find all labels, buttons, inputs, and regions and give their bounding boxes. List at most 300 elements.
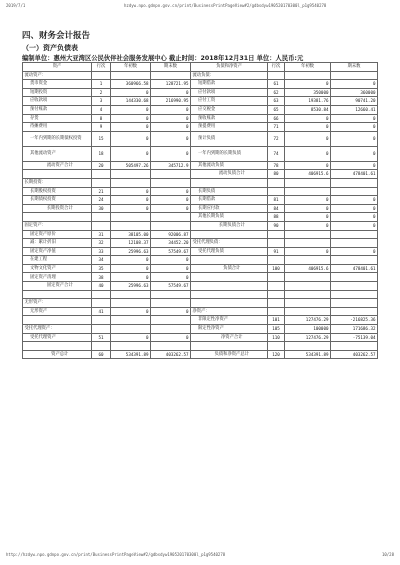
asset-begin-value: 0 — [111, 146, 151, 161]
asset-end-value: 92006.87 — [151, 230, 191, 239]
liability-line-no: 66 — [268, 114, 285, 123]
table-row — [23, 316, 378, 325]
asset-end-value: 403262.57 — [151, 350, 191, 359]
liability-line-no: 72 — [268, 131, 285, 146]
liability-end-value: 0 — [331, 161, 378, 170]
liability-label: 长期应付款 — [191, 204, 268, 213]
table-row — [23, 97, 378, 106]
liability-label — [191, 230, 268, 239]
asset-line-no: 15 — [92, 131, 111, 146]
liability-end-value: 0 — [331, 131, 378, 146]
table-row — [23, 350, 378, 359]
table-row — [23, 221, 378, 230]
asset-line-no: 30 — [92, 204, 111, 213]
asset-line-no: 20 — [92, 161, 111, 170]
table-row — [23, 146, 378, 161]
asset-label — [23, 213, 92, 222]
asset-end-value: 0 — [151, 146, 191, 161]
table-row — [23, 239, 378, 248]
asset-begin-value — [111, 299, 151, 308]
asset-line-no — [92, 178, 111, 187]
asset-begin-value — [111, 71, 151, 80]
liability-end-value: 0 — [331, 213, 378, 222]
liability-line-no: 78 — [268, 161, 285, 170]
asset-line-no: 4 — [92, 105, 111, 114]
liability-begin-value: 406915.6 — [285, 170, 331, 179]
asset-end-value: 0 — [151, 105, 191, 114]
liability-line-no: 88 — [268, 213, 285, 222]
asset-end-value: 0 — [151, 88, 191, 97]
liability-label: 流动负债合计 — [191, 170, 268, 179]
asset-end-value: 345712.9 — [151, 161, 191, 170]
table-row — [23, 256, 378, 265]
liability-line-no: 90 — [268, 221, 285, 230]
liability-begin-value — [285, 178, 331, 187]
asset-line-no: 21 — [92, 187, 111, 196]
liability-end-value — [331, 187, 378, 196]
header-line: 行次 — [92, 63, 111, 72]
asset-end-value: 0 — [151, 256, 191, 265]
liability-label: 长期负债合计 — [191, 221, 268, 230]
liability-begin-value: 0 — [285, 80, 331, 89]
section-title: 四、财务会计报告 — [22, 31, 91, 41]
table-row — [23, 80, 378, 89]
asset-line-no: 35 — [92, 264, 111, 273]
asset-begin-value: 534391.89 — [111, 350, 151, 359]
liability-end-value — [331, 282, 378, 291]
table-row — [23, 230, 378, 239]
asset-begin-value: 505497.26 — [111, 161, 151, 170]
liability-line-no: 101 — [268, 316, 285, 325]
table-row — [23, 333, 378, 342]
liability-label: 受托代理负债 — [191, 247, 268, 256]
asset-end-value: 0 — [151, 273, 191, 282]
asset-begin-value: 0 — [111, 123, 151, 132]
table-row — [23, 299, 378, 308]
asset-label: 受托代理资产： — [23, 325, 92, 334]
asset-label: 固定资产： — [23, 221, 92, 230]
asset-begin-value: 0 — [111, 333, 151, 342]
liability-line-no — [268, 273, 285, 282]
liability-line-no: 61 — [268, 80, 285, 89]
asset-begin-value: 360966.58 — [111, 80, 151, 89]
liability-label — [191, 178, 268, 187]
header-begin: 年初数 — [111, 63, 151, 72]
asset-line-no — [92, 342, 111, 351]
asset-line-no: 3 — [92, 97, 111, 106]
asset-label: 资产总计 — [23, 350, 92, 359]
asset-begin-value: 0 — [111, 196, 151, 205]
asset-begin-value — [111, 342, 151, 351]
liability-end-value — [331, 256, 378, 265]
asset-line-no: 24 — [92, 196, 111, 205]
liability-end-value: 12660.41 — [331, 105, 378, 114]
header-line-2: 行次 — [268, 63, 285, 72]
asset-label: 固定资产原价 — [23, 230, 92, 239]
liability-label — [191, 290, 268, 299]
liability-begin-value: 0 — [285, 131, 331, 146]
liability-label: 应交税金 — [191, 105, 268, 114]
asset-label: 长期投资： — [23, 178, 92, 187]
liability-line-no — [268, 71, 285, 80]
liability-line-no: 91 — [268, 247, 285, 256]
liability-line-no: 63 — [268, 97, 285, 106]
liability-label: 其他长期负债 — [191, 213, 268, 222]
liability-end-value: 0 — [331, 114, 378, 123]
asset-line-no: 51 — [92, 333, 111, 342]
liability-end-value: 0 — [331, 204, 378, 213]
liability-label: 负债合计 — [191, 264, 268, 273]
table-row — [23, 273, 378, 282]
asset-line-no: 18 — [92, 146, 111, 161]
asset-label: 长期投资合计 — [23, 204, 92, 213]
asset-label: 流动资产合计 — [23, 161, 92, 170]
table-row — [23, 196, 378, 205]
asset-end-value: 128721.95 — [151, 80, 191, 89]
table-row — [23, 114, 378, 123]
asset-label: 文物文化资产 — [23, 264, 92, 273]
asset-line-no — [92, 170, 111, 179]
liability-end-value: 0 — [331, 146, 378, 161]
asset-label — [23, 316, 92, 325]
asset-begin-value: 0 — [111, 105, 151, 114]
asset-label: 货币资金 — [23, 80, 92, 89]
liability-label: 应付款项 — [191, 88, 268, 97]
liability-begin-value: 0 — [285, 161, 331, 170]
asset-begin-value: 38105.00 — [111, 230, 151, 239]
liability-label: 受托代理负债： — [191, 239, 268, 248]
liability-line-no — [268, 299, 285, 308]
liability-begin-value — [285, 239, 331, 248]
liability-line-no — [268, 230, 285, 239]
asset-label: 短期投资 — [23, 88, 92, 97]
header-end-2: 期末数 — [331, 63, 378, 72]
liability-begin-value: 0 — [285, 221, 331, 230]
asset-end-value: 34452.20 — [151, 239, 191, 248]
liability-begin-value: 0 — [285, 196, 331, 205]
asset-end-value — [151, 316, 191, 325]
asset-end-value — [151, 299, 191, 308]
liability-end-value — [331, 230, 378, 239]
asset-begin-value: 0 — [111, 187, 151, 196]
liability-begin-value: 0 — [285, 247, 331, 256]
liability-line-no — [268, 282, 285, 291]
asset-end-value: 0 — [151, 131, 191, 146]
liability-begin-value: 100000 — [285, 325, 331, 334]
liability-begin-value — [285, 256, 331, 265]
liability-begin-value: 0 — [285, 213, 331, 222]
asset-label: 流动资产： — [23, 71, 92, 80]
footer-url: http://hzdyw.npo.gdnpo.gov.cn/print/BusinessPrintPageView#2/gdbsdyw190520170300l_p1g9540278 — [6, 552, 226, 557]
asset-end-value — [151, 71, 191, 80]
liability-line-no: 110 — [268, 333, 285, 342]
liability-label: 预计负债 — [191, 131, 268, 146]
liability-label — [191, 256, 268, 265]
asset-end-value: 216990.95 — [151, 97, 191, 106]
asset-end-value: 0 — [151, 196, 191, 205]
asset-label: 固定资产清理 — [23, 273, 92, 282]
liability-label: 流动负债： — [191, 71, 268, 80]
asset-line-no — [92, 221, 111, 230]
asset-end-value: 0 — [151, 123, 191, 132]
liability-end-value — [331, 178, 378, 187]
liability-begin-value — [285, 342, 331, 351]
liability-end-value — [331, 290, 378, 299]
liability-label: 非限定性净资产 — [191, 316, 268, 325]
liability-begin-value: 0 — [285, 146, 331, 161]
asset-begin-value: 0 — [111, 256, 151, 265]
asset-label: 预付账款 — [23, 105, 92, 114]
table-row — [23, 264, 378, 273]
print-url: hzdyw.npo.gdnpo.gov.cn/print/BusinessPrintPageView#2/gdbsdyw190520170300l_p1g9540278 — [124, 3, 327, 8]
asset-label: 固定资产净值 — [23, 247, 92, 256]
asset-end-value — [151, 342, 191, 351]
liability-begin-value: 534391.89 — [285, 350, 331, 359]
liability-line-no: 74 — [268, 146, 285, 161]
asset-label: 在建工程 — [23, 256, 92, 265]
table-row — [23, 170, 378, 179]
liability-begin-value: 127476.29 — [285, 316, 331, 325]
liability-line-no: 71 — [268, 123, 285, 132]
asset-line-no: 34 — [92, 256, 111, 265]
liability-label: 一年内到期的长期负债 — [191, 146, 268, 161]
liability-line-no: 80 — [268, 170, 285, 179]
liability-begin-value: 0 — [285, 114, 331, 123]
liability-line-no: 100 — [268, 264, 285, 273]
table-row — [23, 187, 378, 196]
liability-line-no: 81 — [268, 196, 285, 205]
asset-line-no: 1 — [92, 80, 111, 89]
asset-end-value: 0 — [151, 187, 191, 196]
asset-label: 一年内到期的长期债权投资 — [23, 131, 92, 146]
asset-end-value — [151, 221, 191, 230]
liability-end-value: 0 — [331, 247, 378, 256]
liability-label: 预提费用 — [191, 123, 268, 132]
asset-line-no: 8 — [92, 114, 111, 123]
liability-end-value: 0 — [331, 221, 378, 230]
asset-label: 待摊费用 — [23, 123, 92, 132]
asset-begin-value — [111, 213, 151, 222]
liability-end-value: 478401.61 — [331, 264, 378, 273]
asset-line-no: 2 — [92, 88, 111, 97]
liability-end-value: 403262.57 — [331, 350, 378, 359]
print-header — [6, 3, 394, 11]
liability-label: 短期借款 — [191, 80, 268, 89]
asset-begin-value — [111, 290, 151, 299]
asset-begin-value — [111, 170, 151, 179]
table-row — [23, 204, 378, 213]
liability-label — [191, 299, 268, 308]
asset-line-no: 9 — [92, 123, 111, 132]
liability-begin-value: 350000 — [285, 88, 331, 97]
asset-end-value — [151, 178, 191, 187]
table-row — [23, 123, 378, 132]
liability-label — [191, 273, 268, 282]
report-meta-line: 编制单位：惠州大亚湾区公民伙伴社会服务发展中心 截止时间：2018年12月31日 单位：人民币:元 — [22, 55, 304, 62]
liability-begin-value — [285, 230, 331, 239]
table-header-row — [23, 63, 378, 72]
asset-end-value — [151, 170, 191, 179]
asset-begin-value: 0 — [111, 307, 151, 316]
liability-begin-value — [285, 282, 331, 291]
liability-line-no — [268, 256, 285, 265]
table-row — [23, 161, 378, 170]
asset-line-no: 40 — [92, 282, 111, 291]
table-row — [23, 131, 378, 146]
asset-label: 减：累计折旧 — [23, 239, 92, 248]
asset-begin-value — [111, 221, 151, 230]
liability-line-no: 62 — [268, 88, 285, 97]
asset-label: 其他流动资产 — [23, 146, 92, 161]
table-row — [23, 178, 378, 187]
asset-begin-value: 0 — [111, 204, 151, 213]
asset-label: 无形资产 — [23, 307, 92, 316]
asset-begin-value — [111, 325, 151, 334]
table-row — [23, 342, 378, 351]
liability-begin-value — [285, 71, 331, 80]
liability-begin-value — [285, 299, 331, 308]
asset-end-value: 0 — [151, 264, 191, 273]
liability-end-value — [331, 342, 378, 351]
asset-line-no — [92, 299, 111, 308]
asset-label — [23, 290, 92, 299]
balance-sheet-table — [22, 62, 378, 359]
liability-line-no — [268, 187, 285, 196]
liability-label: 净资产合计 — [191, 333, 268, 342]
liability-end-value: 360000 — [331, 88, 378, 97]
asset-label: 固定资产合计 — [23, 282, 92, 291]
liability-end-value: 0 — [331, 196, 378, 205]
subsection-title: （一）资产负债表 — [22, 44, 78, 52]
table-row — [23, 71, 378, 80]
liability-end-value: 90741.20 — [331, 97, 378, 106]
asset-line-no — [92, 71, 111, 80]
liability-line-no — [268, 342, 285, 351]
table-row — [23, 282, 378, 291]
table-row — [23, 105, 378, 114]
liability-end-value: 0 — [331, 80, 378, 89]
asset-begin-value — [111, 316, 151, 325]
asset-begin-value: 0 — [111, 273, 151, 282]
liability-label — [191, 282, 268, 291]
liability-label: 预收账款 — [191, 114, 268, 123]
asset-line-no: 41 — [92, 307, 111, 316]
liability-label: 其他流动负债 — [191, 161, 268, 170]
liability-end-value: -75139.04 — [331, 333, 378, 342]
asset-line-no — [92, 213, 111, 222]
header-end: 期末数 — [151, 63, 191, 72]
liability-label: 净资产： — [191, 307, 268, 316]
liability-end-value — [331, 299, 378, 308]
asset-label: 长期债权投资 — [23, 196, 92, 205]
asset-line-no — [92, 325, 111, 334]
liability-end-value — [331, 71, 378, 80]
asset-label: 无形资产： — [23, 299, 92, 308]
header-begin-2: 年初数 — [285, 63, 331, 72]
asset-label — [23, 170, 92, 179]
liability-begin-value: 19381.76 — [285, 97, 331, 106]
print-date: 2019/7/1 — [6, 3, 26, 8]
asset-begin-value: 12108.37 — [111, 239, 151, 248]
liability-begin-value: 127476.29 — [285, 333, 331, 342]
liability-begin-value: 0 — [285, 204, 331, 213]
liability-end-value: 171686.32 — [331, 325, 378, 334]
liability-line-no: 120 — [268, 350, 285, 359]
asset-begin-value: 0 — [111, 114, 151, 123]
liability-end-value: -216825.36 — [331, 316, 378, 325]
liability-line-no: 105 — [268, 325, 285, 334]
asset-label — [23, 342, 92, 351]
liability-end-value — [331, 273, 378, 282]
liability-end-value: 478401.61 — [331, 170, 378, 179]
asset-label: 长期股权投资 — [23, 187, 92, 196]
table-row — [23, 290, 378, 299]
liability-label: 负债和净资产总计 — [191, 350, 268, 359]
liability-label: 长期负债 — [191, 187, 268, 196]
table-row — [23, 88, 378, 97]
asset-end-value: 57549.67 — [151, 247, 191, 256]
asset-line-no: 31 — [92, 230, 111, 239]
header-asset: 资产 — [23, 63, 92, 72]
asset-end-value: 0 — [151, 333, 191, 342]
asset-end-value: 57549.67 — [151, 282, 191, 291]
asset-begin-value: 25996.63 — [111, 247, 151, 256]
liability-begin-value: 8530.84 — [285, 105, 331, 114]
asset-begin-value: 25996.63 — [111, 282, 151, 291]
asset-end-value — [151, 213, 191, 222]
asset-line-no: 32 — [92, 239, 111, 248]
liability-line-no: 84 — [268, 204, 285, 213]
asset-end-value: 0 — [151, 307, 191, 316]
liability-end-value — [331, 239, 378, 248]
liability-begin-value — [285, 307, 331, 316]
asset-line-no: 33 — [92, 247, 111, 256]
asset-begin-value: 144330.68 — [111, 97, 151, 106]
table-row — [23, 213, 378, 222]
print-footer — [6, 552, 394, 560]
liability-label: 限定性净资产 — [191, 325, 268, 334]
asset-label: 存货 — [23, 114, 92, 123]
asset-end-value: 0 — [151, 204, 191, 213]
asset-begin-value: 0 — [111, 131, 151, 146]
asset-label: 受托代理资产 — [23, 333, 92, 342]
liability-begin-value — [285, 273, 331, 282]
liability-begin-value — [285, 187, 331, 196]
asset-end-value — [151, 325, 191, 334]
asset-line-no: 38 — [92, 273, 111, 282]
asset-begin-value — [111, 178, 151, 187]
liability-line-no — [268, 239, 285, 248]
asset-begin-value: 0 — [111, 88, 151, 97]
liability-label — [191, 342, 268, 351]
liability-label: 长期借款 — [191, 196, 268, 205]
liability-end-value — [331, 307, 378, 316]
asset-line-no — [92, 290, 111, 299]
liability-begin-value — [285, 290, 331, 299]
liability-line-no: 65 — [268, 105, 285, 114]
asset-line-no — [92, 316, 111, 325]
liability-label: 应付工资 — [191, 97, 268, 106]
table-row — [23, 247, 378, 256]
liability-begin-value: 406915.6 — [285, 264, 331, 273]
asset-end-value: 0 — [151, 114, 191, 123]
page-number: 10/28 — [381, 552, 394, 557]
liability-line-no — [268, 307, 285, 316]
table-row — [23, 307, 378, 316]
asset-begin-value: 0 — [111, 264, 151, 273]
asset-end-value — [151, 290, 191, 299]
asset-line-no: 60 — [92, 350, 111, 359]
